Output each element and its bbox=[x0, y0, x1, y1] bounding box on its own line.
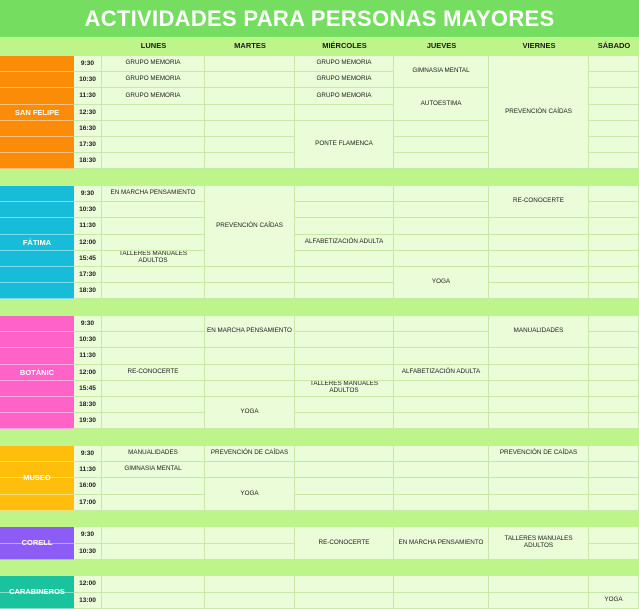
activity-cell: PREVENCIÓN CAÍDAS bbox=[205, 186, 295, 267]
schedule-cell bbox=[489, 218, 589, 234]
schedule-cell bbox=[394, 593, 489, 609]
schedule-cell bbox=[205, 348, 295, 364]
day-header: JUEVES bbox=[394, 37, 489, 56]
schedule-cell bbox=[489, 283, 589, 299]
activity-cell: GRUPO MEMORIA bbox=[102, 88, 205, 104]
schedule-cell bbox=[394, 397, 489, 413]
schedule-cell bbox=[102, 413, 205, 429]
day-header: SÁBADO bbox=[589, 37, 639, 56]
activity-cell: GIMNASIA MENTAL bbox=[102, 462, 205, 478]
schedule-cell bbox=[295, 495, 394, 511]
schedule-cell bbox=[205, 593, 295, 609]
activity-cell: GRUPO MEMORIA bbox=[295, 56, 394, 72]
schedule-cell bbox=[489, 381, 589, 397]
schedule-cell bbox=[205, 267, 295, 283]
time-slot: 12:00 bbox=[74, 576, 102, 592]
time-slot: 18:30 bbox=[74, 153, 102, 169]
activity-cell: AUTOESTIMA bbox=[394, 88, 489, 120]
schedule-cell bbox=[589, 527, 639, 543]
time-slot: 15:45 bbox=[74, 381, 102, 397]
activity-cell: MANUALIDADES bbox=[489, 316, 589, 348]
schedule-cell bbox=[394, 153, 489, 169]
schedule-cell bbox=[489, 576, 589, 592]
schedule-cell bbox=[102, 332, 205, 348]
schedule-cell bbox=[589, 365, 639, 381]
schedule-cell bbox=[589, 267, 639, 283]
activity-cell: YOGA bbox=[205, 478, 295, 510]
time-slot: 9:30 bbox=[74, 186, 102, 202]
schedule-cell bbox=[589, 137, 639, 153]
schedule-cell bbox=[205, 544, 295, 560]
time-slot: 11:30 bbox=[74, 88, 102, 104]
schedule-cell bbox=[489, 478, 589, 494]
schedule-cell bbox=[394, 121, 489, 137]
schedule-cell bbox=[394, 202, 489, 218]
activity-cell: RE-CONOCERTE bbox=[489, 186, 589, 218]
time-slot: 10:30 bbox=[74, 72, 102, 88]
schedule-cell bbox=[489, 251, 589, 267]
schedule-cell bbox=[102, 397, 205, 413]
schedule-cell bbox=[489, 267, 589, 283]
schedule-cell bbox=[589, 544, 639, 560]
schedule-cell bbox=[295, 218, 394, 234]
location-name: MUSEO bbox=[23, 473, 51, 483]
activity-cell: YOGA bbox=[589, 593, 639, 609]
schedule-cell bbox=[102, 316, 205, 332]
time-slot: 9:30 bbox=[74, 527, 102, 543]
activity-cell: PREVENCIÓN DE CAÍDAS bbox=[489, 446, 589, 462]
schedule-cell bbox=[295, 251, 394, 267]
schedule-cell bbox=[394, 478, 489, 494]
schedule-cell bbox=[295, 593, 394, 609]
day-header: LUNES bbox=[102, 37, 205, 56]
schedule-cell bbox=[394, 332, 489, 348]
schedule-cell bbox=[394, 413, 489, 429]
schedule-cell bbox=[295, 105, 394, 121]
schedule-cell bbox=[205, 88, 295, 104]
schedule-cell bbox=[589, 462, 639, 478]
schedule-cell bbox=[589, 153, 639, 169]
schedule-cell bbox=[394, 251, 489, 267]
schedule-cell bbox=[295, 478, 394, 494]
time-slot: 12:30 bbox=[74, 105, 102, 121]
time-slot: 17:00 bbox=[74, 495, 102, 511]
schedule-cell bbox=[295, 365, 394, 381]
schedule-cell bbox=[102, 105, 205, 121]
time-slot: 11:30 bbox=[74, 348, 102, 364]
schedule-cell bbox=[205, 56, 295, 72]
schedule-cell bbox=[102, 283, 205, 299]
schedule-cell bbox=[589, 576, 639, 592]
schedule-cell bbox=[589, 478, 639, 494]
schedule-cell bbox=[489, 413, 589, 429]
page-title: ACTIVIDADES PARA PERSONAS MAYORES bbox=[84, 5, 555, 31]
activity-cell: ALFABETIZACIÓN ADULTA bbox=[295, 235, 394, 251]
schedule-cell bbox=[489, 397, 589, 413]
activity-cell: YOGA bbox=[394, 267, 489, 299]
activity-cell: GRUPO MEMORIA bbox=[102, 56, 205, 72]
schedule-cell bbox=[205, 462, 295, 478]
schedule-cell bbox=[102, 495, 205, 511]
schedule-cell bbox=[394, 186, 489, 202]
schedule-cell bbox=[589, 381, 639, 397]
schedule-cell bbox=[394, 348, 489, 364]
schedule-cell bbox=[295, 462, 394, 478]
schedule-cell bbox=[102, 544, 205, 560]
time-slot: 18:30 bbox=[74, 397, 102, 413]
section-separator bbox=[0, 299, 639, 316]
activity-cell: GRUPO MEMORIA bbox=[295, 72, 394, 88]
schedule-cell bbox=[295, 202, 394, 218]
time-slot: 13:00 bbox=[74, 593, 102, 609]
time-slot: 11:30 bbox=[74, 462, 102, 478]
time-slot: 15:45 bbox=[74, 251, 102, 267]
schedule-cell bbox=[394, 495, 489, 511]
schedule-cell bbox=[589, 105, 639, 121]
schedule-cell bbox=[102, 576, 205, 592]
schedule-cell bbox=[205, 121, 295, 137]
schedule-cell bbox=[295, 576, 394, 592]
activity-cell: TALLERES MANUALES ADULTOS bbox=[102, 251, 205, 267]
schedule-cell bbox=[295, 332, 394, 348]
location-name: BOTÀNIC bbox=[19, 367, 55, 377]
schedule-cell bbox=[589, 56, 639, 72]
schedule-cell bbox=[295, 413, 394, 429]
activity-cell: MANUALIDADES bbox=[102, 446, 205, 462]
schedule-cell bbox=[394, 462, 489, 478]
time-slot: 16:30 bbox=[74, 121, 102, 137]
schedule-cell bbox=[589, 332, 639, 348]
time-slot: 12:00 bbox=[74, 365, 102, 381]
schedule-cell bbox=[205, 72, 295, 88]
section-separator bbox=[0, 169, 639, 186]
time-slot: 10:30 bbox=[74, 202, 102, 218]
activity-cell: YOGA bbox=[205, 397, 295, 429]
header-corner bbox=[0, 37, 102, 56]
time-slot: 17:30 bbox=[74, 137, 102, 153]
schedule-cell bbox=[205, 381, 295, 397]
schedule-cell bbox=[102, 478, 205, 494]
schedule-cell bbox=[205, 137, 295, 153]
activity-cell: TALLERES MANUALES ADULTOS bbox=[295, 381, 394, 397]
schedule-cell bbox=[589, 121, 639, 137]
activity-cell: EN MARCHA PENSAMIENTO bbox=[394, 527, 489, 559]
page-title-bar bbox=[0, 0, 639, 37]
schedule-cell bbox=[102, 137, 205, 153]
schedule-cell bbox=[589, 72, 639, 88]
day-header: MIÉRCOLES bbox=[295, 37, 394, 56]
schedule-cell bbox=[102, 381, 205, 397]
schedule-cell bbox=[102, 267, 205, 283]
schedule-cell bbox=[589, 88, 639, 104]
schedule-cell bbox=[589, 283, 639, 299]
schedule-cell bbox=[205, 576, 295, 592]
schedule-cell bbox=[102, 121, 205, 137]
schedule-cell bbox=[489, 365, 589, 381]
activity-cell: PONTE FLAMENCA bbox=[295, 121, 394, 170]
schedule-cell bbox=[489, 462, 589, 478]
location-name: SAN FELIPE bbox=[14, 107, 60, 117]
schedule-cell bbox=[102, 202, 205, 218]
schedule-cell bbox=[589, 348, 639, 364]
schedule-cell bbox=[589, 218, 639, 234]
time-slot: 17:30 bbox=[74, 267, 102, 283]
schedule-cell bbox=[205, 527, 295, 543]
schedule-cell bbox=[295, 283, 394, 299]
schedule-cell bbox=[394, 137, 489, 153]
schedule-cell bbox=[295, 348, 394, 364]
schedule-cell bbox=[102, 153, 205, 169]
schedule-cell bbox=[589, 235, 639, 251]
schedule-cell bbox=[394, 576, 489, 592]
day-header: VIERNES bbox=[489, 37, 589, 56]
schedule-cell bbox=[295, 316, 394, 332]
activity-cell: PREVENCIÓN DE CAÍDAS bbox=[205, 446, 295, 462]
schedule-cell bbox=[205, 105, 295, 121]
schedule-cell bbox=[589, 413, 639, 429]
schedule-cell bbox=[394, 235, 489, 251]
time-slot: 11:30 bbox=[74, 218, 102, 234]
activity-cell: RE-CONOCERTE bbox=[102, 365, 205, 381]
schedule-cell bbox=[589, 186, 639, 202]
schedule-cell bbox=[589, 495, 639, 511]
schedule-cell bbox=[589, 316, 639, 332]
activity-cell: TALLERES MANUALES ADULTOS bbox=[489, 527, 589, 559]
time-slot: 10:30 bbox=[74, 544, 102, 560]
schedule-cell bbox=[205, 365, 295, 381]
schedule-cell bbox=[489, 593, 589, 609]
time-slot: 10:30 bbox=[74, 332, 102, 348]
activity-cell: GRUPO MEMORIA bbox=[102, 72, 205, 88]
activity-cell: EN MARCHA PENSAMIENTO bbox=[205, 316, 295, 348]
schedule-cell bbox=[205, 283, 295, 299]
section-separator bbox=[0, 429, 639, 446]
activity-cell: GRUPO MEMORIA bbox=[295, 88, 394, 104]
schedule-cell bbox=[489, 348, 589, 364]
schedule-cell bbox=[589, 202, 639, 218]
activity-cell: RE-CONOCERTE bbox=[295, 527, 394, 559]
location-name: FÁTIMA bbox=[22, 237, 52, 247]
schedule-cell bbox=[489, 235, 589, 251]
schedule-cell bbox=[394, 446, 489, 462]
section-separator bbox=[0, 560, 639, 577]
location-name: CARABINEROS bbox=[9, 587, 65, 597]
schedule-cell bbox=[295, 186, 394, 202]
schedule-cell bbox=[589, 397, 639, 413]
schedule-cell bbox=[102, 593, 205, 609]
schedule-cell bbox=[589, 446, 639, 462]
location-name: CORELL bbox=[21, 538, 53, 548]
time-slot: 16:00 bbox=[74, 478, 102, 494]
schedule-cell bbox=[394, 218, 489, 234]
schedule-cell bbox=[589, 251, 639, 267]
time-slot: 12:00 bbox=[74, 235, 102, 251]
activity-cell: ALFABETIZACIÓN ADULTA bbox=[394, 365, 489, 381]
schedule-cell bbox=[489, 495, 589, 511]
time-slot: 18:30 bbox=[74, 283, 102, 299]
schedule-cell bbox=[295, 446, 394, 462]
time-slot: 9:30 bbox=[74, 316, 102, 332]
activity-cell: PREVENCIÓN CAÍDAS bbox=[489, 56, 589, 169]
schedule-cell bbox=[394, 316, 489, 332]
time-slot: 9:30 bbox=[74, 446, 102, 462]
schedule-cell bbox=[295, 267, 394, 283]
schedule-cell bbox=[394, 381, 489, 397]
section-separator bbox=[0, 511, 639, 528]
schedule-cell bbox=[295, 397, 394, 413]
activity-cell: EN MARCHA PENSAMIENTO bbox=[102, 186, 205, 202]
schedule-cell bbox=[205, 153, 295, 169]
schedule-cell bbox=[102, 348, 205, 364]
schedule-cell bbox=[102, 235, 205, 251]
schedule-cell bbox=[102, 527, 205, 543]
day-header: MARTES bbox=[205, 37, 295, 56]
time-slot: 19:30 bbox=[74, 413, 102, 429]
schedule-grid bbox=[0, 37, 639, 608]
schedule-cell bbox=[102, 218, 205, 234]
time-slot: 9:30 bbox=[74, 56, 102, 72]
activity-cell: GIMNASIA MENTAL bbox=[394, 56, 489, 88]
